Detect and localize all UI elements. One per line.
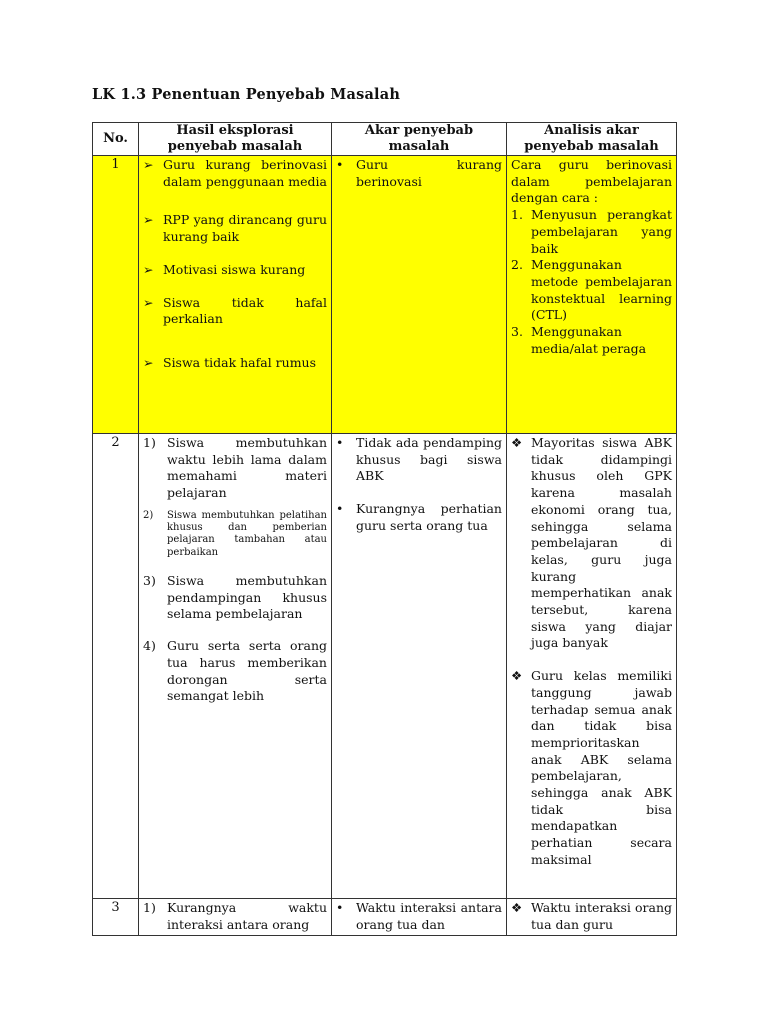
list-item: ➢ Siswa tidak hafal perkalian [143, 294, 327, 327]
list-item: 1. Menyusun perangkat pembelajaran yang baik [511, 207, 672, 256]
analisis-cell [507, 899, 677, 936]
list-item: ➢ Motivasi siswa kurang [143, 261, 306, 277]
akar-cell [332, 434, 507, 899]
list-item: 4) Guru serta serta orang tua harus memberikan dorongan serta semangat lebih [143, 638, 327, 704]
header-analisis: Analisis akar penyebab masalah [507, 123, 677, 156]
list-item: ➢ Siswa tidak hafal rumus [143, 354, 317, 370]
bullet-icon: • [336, 900, 344, 915]
diamond-icon: ❖ [511, 900, 523, 915]
diamond-icon: ❖ [511, 668, 523, 684]
table-row [93, 434, 677, 899]
akar-cell [332, 899, 507, 936]
analisis-cell [507, 156, 677, 434]
akar-cell [332, 156, 507, 434]
header-no: No. [93, 123, 139, 156]
analysis-intro: Cara guru berinovasi dalam pembelajaran dengan cara : [511, 157, 672, 206]
list-item: 1) Siswa membutuhkan waktu lebih lama dalam memahami materi pelajaran [143, 435, 327, 501]
bullet-icon: • [336, 157, 344, 172]
arrow-icon: ➢ [143, 261, 154, 277]
arrow-icon: ➢ [143, 212, 154, 228]
hasil-cell [139, 899, 332, 936]
arrow-icon: ➢ [143, 157, 154, 172]
arrow-icon: ➢ [143, 294, 154, 310]
table-row [93, 156, 677, 434]
diamond-icon: ❖ [511, 435, 523, 450]
list-item: 3) Siswa membutuhkan pendampingan khusus selama pembelajaran [143, 573, 327, 622]
list-item: ❖ Guru kelas memiliki tanggung jawab terhadap semua anak dan tidak bisa memprioritaskan anak ABK selama pembelajaran, sehingga anak ABK tidak bisa mendapatkan perhatian secara maksimal [511, 668, 672, 867]
row-number: 1 [93, 156, 139, 434]
list-item: ➢ Guru kurang berinovasi dalam penggunaan media [143, 157, 327, 189]
bullet-icon: • [336, 435, 344, 450]
analisis-cell [507, 434, 677, 899]
list-item: 3. Menggunakan media/alat peraga [511, 324, 647, 356]
list-item: ➢ RPP yang dirancang guru kurang baik [143, 212, 327, 245]
list-item: ❖ Mayoritas siswa ABK tidak didampingi khusus oleh GPK karena masalah ekonomi orang tua, sehingga selama pembelajaran di kelas, guru juga kurang memperhatikan anak tersebut, karena siswa yang diajar juga banyak [511, 435, 672, 651]
problem-cause-table [92, 122, 677, 936]
hasil-cell [139, 434, 332, 899]
list-item: • Tidak ada pendamping khusus bagi siswa ABK [336, 435, 502, 484]
page-title: LK 1.3 Penentuan Penyebab Masalah [92, 86, 401, 103]
list-item: 1) Kurangnya waktu interaksi antara orang [143, 900, 327, 932]
hasil-cell [139, 156, 332, 434]
list-item: ❖ Waktu interaksi orang tua dan guru [511, 900, 672, 932]
table-header-row [93, 123, 677, 156]
list-item: 2) Siswa membutuhkan pelatihan khusus dan pemberian pelajaran tambahan atau perbaikan [143, 509, 327, 558]
bullet-icon: • [336, 501, 344, 517]
header-hasil: Hasil eksplorasi penyebab masalah [139, 123, 332, 156]
arrow-icon: ➢ [143, 354, 154, 370]
header-akar: Akar penyebab masalah [332, 123, 507, 156]
list-item: 2. Menggunakan metode pembelajaran konstektual learning (CTL) [511, 257, 672, 323]
row-number: 2 [93, 434, 139, 899]
table-row [93, 899, 677, 936]
row-number: 3 [93, 899, 139, 936]
list-item: • Kurangnya perhatian guru serta orang tua [336, 501, 502, 533]
list-item: • Waktu interaksi antara orang tua dan [336, 900, 502, 932]
list-item: • Guru kurang berinovasi [336, 157, 502, 189]
